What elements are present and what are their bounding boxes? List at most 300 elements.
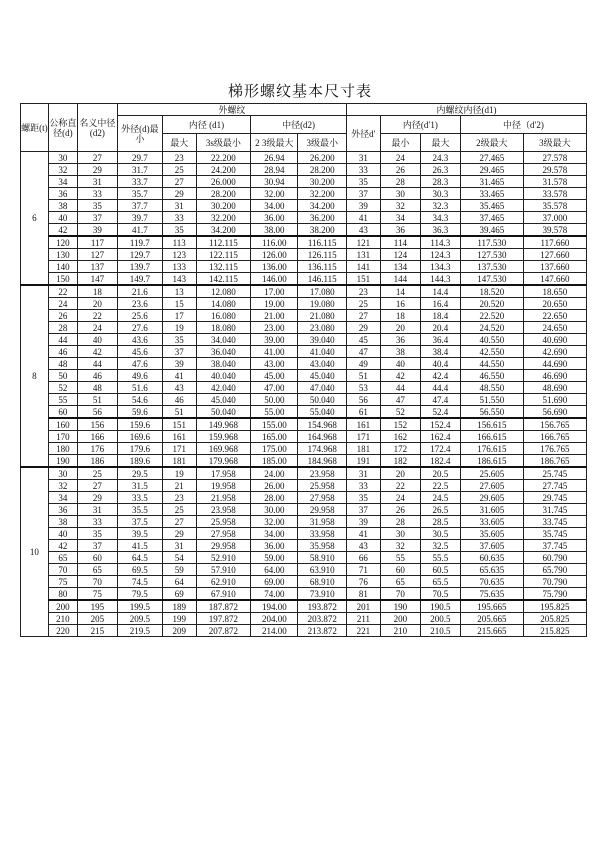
table-cell: 40 — [77, 334, 117, 346]
table-cell: 31.578 — [523, 176, 586, 188]
table-cell: 134 — [380, 261, 420, 273]
table-cell: 22 — [380, 480, 420, 492]
table-cell: 38 — [48, 200, 77, 212]
table-cell: 37 — [346, 504, 380, 516]
table-cell: 23.00 — [251, 322, 298, 334]
table-cell: 36 — [380, 334, 420, 346]
table-cell: 36 — [48, 504, 77, 516]
table-row — [21, 310, 587, 322]
table-cell: 36.00 — [251, 212, 298, 224]
table-cell: 26.00 — [251, 480, 298, 492]
table-cell: 56 — [346, 394, 380, 406]
table-cell: 149.968 — [196, 418, 251, 431]
table-cell: 30.3 — [420, 188, 460, 200]
table-cell: 70.635 — [460, 576, 523, 588]
table-cell: 38.00 — [251, 224, 298, 237]
table-cell: 24.00 — [251, 467, 298, 480]
table-cell: 170 — [48, 431, 77, 443]
table-row — [21, 467, 587, 480]
table-row — [21, 564, 587, 576]
table-cell: 81 — [346, 588, 380, 601]
table-cell: 65 — [77, 564, 117, 576]
table-cell: 174.968 — [298, 443, 347, 455]
header-nominal-mid-diameter: 名义中径(d2) — [77, 104, 117, 152]
table-cell: 40 — [380, 358, 420, 370]
table-cell: 43.6 — [117, 334, 162, 346]
table-cell: 24.520 — [460, 322, 523, 334]
table-cell: 131 — [346, 249, 380, 261]
header-mid-diameter: 中径(d2) — [251, 116, 347, 134]
table-row — [21, 576, 587, 588]
table-cell: 39.465 — [460, 224, 523, 237]
table-cell: 33.5 — [117, 492, 162, 504]
table-cell: 37.7 — [117, 200, 162, 212]
table-cell: 30 — [380, 528, 420, 540]
table-cell: 27 — [162, 176, 196, 188]
table-cell: 116.115 — [298, 236, 347, 249]
pitch-group-label: 8 — [21, 285, 49, 467]
table-cell: 204.00 — [251, 613, 298, 625]
table-cell: 40 — [48, 528, 77, 540]
table-cell: 27.6 — [117, 322, 162, 334]
table-cell: 69.00 — [251, 576, 298, 588]
table-cell: 214.00 — [251, 625, 298, 637]
header-pitch: 螺距(t) — [21, 104, 49, 152]
table-row — [21, 188, 587, 200]
table-cell: 51 — [77, 394, 117, 406]
table-cell: 164.968 — [298, 431, 347, 443]
table-cell: 20 — [77, 298, 117, 310]
table-cell: 20.650 — [523, 298, 586, 310]
table-cell: 32.5 — [420, 540, 460, 552]
table-cell: 41.040 — [298, 346, 347, 358]
table-cell: 36.200 — [298, 212, 347, 224]
table-cell: 25 — [162, 164, 196, 176]
table-cell: 42.4 — [420, 370, 460, 382]
table-cell: 30 — [48, 152, 77, 164]
table-cell: 46 — [162, 394, 196, 406]
table-cell: 209.5 — [117, 613, 162, 625]
table-cell: 190 — [48, 455, 77, 468]
table-cell: 17.080 — [298, 285, 347, 298]
table-row — [21, 492, 587, 504]
table-cell: 195.665 — [460, 600, 523, 613]
table-cell: 54.6 — [117, 394, 162, 406]
table-cell: 64 — [162, 576, 196, 588]
table-cell: 12.080 — [196, 285, 251, 298]
table-cell: 55 — [48, 394, 77, 406]
table-cell: 51.690 — [523, 394, 586, 406]
header-outer-d-prime: 外径d′ — [346, 116, 380, 152]
table-cell: 26.5 — [420, 504, 460, 516]
table-cell: 39.578 — [523, 224, 586, 237]
table-cell: 31.465 — [460, 176, 523, 188]
table-cell: 209 — [162, 625, 196, 637]
table-cell: 154.968 — [298, 418, 347, 431]
table-cell: 47.040 — [298, 382, 347, 394]
table-cell: 32.00 — [251, 188, 298, 200]
table-cell: 35.578 — [523, 200, 586, 212]
table-row — [21, 431, 587, 443]
table-cell: 121 — [346, 236, 380, 249]
table-cell: 31 — [77, 176, 117, 188]
table-cell: 31 — [162, 540, 196, 552]
table-cell: 60.635 — [460, 552, 523, 564]
table-cell: 70.790 — [523, 576, 586, 588]
table-cell: 126.00 — [251, 249, 298, 261]
header-3-min: 3级最小 — [298, 134, 347, 152]
table-cell: 69.5 — [117, 564, 162, 576]
table-row — [21, 212, 587, 224]
table-cell: 41.7 — [117, 224, 162, 237]
table-cell: 40 — [48, 212, 77, 224]
table-cell: 21.080 — [298, 310, 347, 322]
table-cell: 29 — [162, 188, 196, 200]
table-cell: 172 — [380, 443, 420, 455]
table-cell: 18.650 — [523, 285, 586, 298]
table-cell: 34.040 — [196, 334, 251, 346]
table-cell: 221 — [346, 625, 380, 637]
table-cell: 184.968 — [298, 455, 347, 468]
table-cell: 182.4 — [420, 455, 460, 468]
table-cell: 151 — [162, 418, 196, 431]
table-cell: 152 — [380, 418, 420, 431]
table-cell: 60.790 — [523, 552, 586, 564]
table-cell: 26.000 — [196, 176, 251, 188]
table-cell: 16.4 — [420, 298, 460, 310]
table-cell: 30 — [48, 467, 77, 480]
table-cell: 143 — [162, 273, 196, 286]
table-cell: 34 — [380, 212, 420, 224]
table-cell: 29 — [77, 164, 117, 176]
table-row — [21, 455, 587, 468]
table-cell: 20.520 — [460, 298, 523, 310]
table-cell: 27.578 — [523, 152, 586, 164]
table-cell: 43 — [346, 540, 380, 552]
header-max-2: 最大 — [420, 134, 460, 152]
table-cell: 27 — [77, 152, 117, 164]
table-cell: 55.5 — [420, 552, 460, 564]
table-cell: 34.200 — [298, 200, 347, 212]
table-cell: 14.080 — [196, 298, 251, 310]
table-cell: 23.6 — [117, 298, 162, 310]
table-row — [21, 273, 587, 286]
table-cell: 41.5 — [117, 540, 162, 552]
table-cell: 60.5 — [420, 564, 460, 576]
table-cell: 24 — [48, 298, 77, 310]
table-cell: 220 — [48, 625, 77, 637]
table-cell: 211 — [346, 613, 380, 625]
table-cell: 136.00 — [251, 261, 298, 273]
table-cell: 28 — [380, 176, 420, 188]
table-cell: 55.040 — [298, 406, 347, 419]
table-cell: 29 — [346, 322, 380, 334]
table-cell: 149.7 — [117, 273, 162, 286]
table-cell: 187.872 — [196, 600, 251, 613]
table-cell: 38.200 — [298, 224, 347, 237]
table-row — [21, 394, 587, 406]
table-cell: 124.3 — [420, 249, 460, 261]
table-cell: 42.040 — [196, 382, 251, 394]
table-cell: 51 — [346, 370, 380, 382]
table-cell: 42 — [77, 346, 117, 358]
table-cell: 43.00 — [251, 358, 298, 370]
table-cell: 37.745 — [523, 540, 586, 552]
table-cell: 75 — [77, 588, 117, 601]
table-cell: 56.690 — [523, 406, 586, 419]
table-row — [21, 200, 587, 212]
table-cell: 56.550 — [460, 406, 523, 419]
table-cell: 37 — [346, 188, 380, 200]
table-cell: 194.00 — [251, 600, 298, 613]
table-cell: 35.605 — [460, 528, 523, 540]
table-cell: 70 — [77, 576, 117, 588]
table-cell: 52.910 — [196, 552, 251, 564]
table-cell: 28 — [380, 516, 420, 528]
table-cell: 195.825 — [523, 600, 586, 613]
table-cell: 181 — [162, 455, 196, 468]
table-cell: 57.910 — [196, 564, 251, 576]
table-cell: 166.615 — [460, 431, 523, 443]
table-cell: 29.958 — [196, 540, 251, 552]
table-row — [21, 249, 587, 261]
table-row — [21, 418, 587, 431]
table-cell: 33.578 — [523, 188, 586, 200]
table-cell: 20 — [380, 322, 420, 334]
table-cell: 30.200 — [298, 176, 347, 188]
table-cell: 41 — [346, 528, 380, 540]
table-cell: 28.3 — [420, 176, 460, 188]
pitch-group-label: 10 — [21, 467, 49, 637]
table-row — [21, 504, 587, 516]
table-row — [21, 382, 587, 394]
table-cell: 39.7 — [117, 212, 162, 224]
table-cell: 124 — [380, 249, 420, 261]
table-row — [21, 588, 587, 601]
table-cell: 159.968 — [196, 431, 251, 443]
table-cell: 161 — [346, 418, 380, 431]
header-3-max: 3级最大 — [523, 134, 586, 152]
table-cell: 65.635 — [460, 564, 523, 576]
table-cell: 199 — [162, 613, 196, 625]
table-cell: 76 — [346, 576, 380, 588]
table-cell: 46 — [77, 370, 117, 382]
table-cell: 23.958 — [196, 504, 251, 516]
table-cell: 132.115 — [196, 261, 251, 273]
thread-table — [20, 103, 587, 637]
table-cell: 169.968 — [196, 443, 251, 455]
table-cell: 27.958 — [196, 528, 251, 540]
table-cell: 130 — [48, 249, 77, 261]
header-outer-diameter-min: 外径(d)最小 — [117, 116, 162, 152]
table-cell: 17.00 — [251, 285, 298, 298]
table-cell: 28.5 — [420, 516, 460, 528]
table-cell: 29.7 — [117, 152, 162, 164]
header-inner-thread: 内螺纹内径(d1) — [346, 104, 586, 116]
table-cell: 210 — [380, 625, 420, 637]
table-cell: 25 — [77, 467, 117, 480]
pitch-group-label: 6 — [21, 152, 49, 286]
table-cell: 33 — [346, 164, 380, 176]
header-2-max: 2级最大 — [460, 134, 523, 152]
table-cell: 37 — [77, 212, 117, 224]
table-cell: 16 — [380, 298, 420, 310]
table-cell: 43 — [346, 224, 380, 237]
table-cell: 70 — [380, 588, 420, 601]
table-cell: 36.040 — [196, 346, 251, 358]
table-cell: 33 — [346, 480, 380, 492]
table-cell: 34 — [48, 176, 77, 188]
table-cell: 31 — [346, 467, 380, 480]
table-cell: 175.00 — [251, 443, 298, 455]
table-cell: 38 — [380, 346, 420, 358]
table-cell: 20.4 — [420, 322, 460, 334]
table-cell: 21.6 — [117, 285, 162, 298]
table-cell: 19 — [162, 322, 196, 334]
table-cell: 26 — [48, 310, 77, 322]
table-cell: 40.040 — [196, 370, 251, 382]
table-cell: 44.550 — [460, 358, 523, 370]
table-cell: 36.00 — [251, 540, 298, 552]
table-cell: 33.605 — [460, 516, 523, 528]
table-cell: 53 — [346, 382, 380, 394]
header-inner-d1-prime: 内径(d′1) — [380, 116, 460, 134]
table-cell: 127.660 — [523, 249, 586, 261]
table-row — [21, 346, 587, 358]
table-cell: 30 — [380, 188, 420, 200]
table-cell: 42.690 — [523, 346, 586, 358]
table-cell: 34.3 — [420, 212, 460, 224]
table-cell: 21 — [162, 480, 196, 492]
table-cell: 205.825 — [523, 613, 586, 625]
table-cell: 197.872 — [196, 613, 251, 625]
table-cell: 18 — [77, 285, 117, 298]
table-cell: 117.530 — [460, 236, 523, 249]
table-row — [21, 406, 587, 419]
table-cell: 50.040 — [298, 394, 347, 406]
table-cell: 28.94 — [251, 164, 298, 176]
table-cell: 34.00 — [251, 200, 298, 212]
header-max: 最大 — [162, 134, 196, 152]
table-row — [21, 224, 587, 237]
table-cell: 59 — [162, 564, 196, 576]
table-cell: 127 — [77, 249, 117, 261]
table-cell: 213.872 — [298, 625, 347, 637]
table-cell: 142.115 — [196, 273, 251, 286]
table-cell: 31 — [346, 152, 380, 164]
table-cell: 25.6 — [117, 310, 162, 322]
table-cell: 70 — [48, 564, 77, 576]
table-cell: 39.5 — [117, 528, 162, 540]
table-cell: 49.6 — [117, 370, 162, 382]
table-cell: 64.5 — [117, 552, 162, 564]
table-cell: 116.00 — [251, 236, 298, 249]
table-cell: 22.5 — [420, 480, 460, 492]
table-cell: 137 — [77, 261, 117, 273]
table-cell: 23 — [162, 492, 196, 504]
table-cell: 169.6 — [117, 431, 162, 443]
table-cell: 136.115 — [298, 261, 347, 273]
table-cell: 33 — [77, 188, 117, 200]
table-cell: 176.615 — [460, 443, 523, 455]
table-cell: 201 — [346, 600, 380, 613]
table-cell: 119.7 — [117, 236, 162, 249]
table-cell: 58.910 — [298, 552, 347, 564]
table-cell: 32 — [48, 480, 77, 492]
table-cell: 199.5 — [117, 600, 162, 613]
table-cell: 117 — [77, 236, 117, 249]
table-cell: 48.690 — [523, 382, 586, 394]
table-cell: 147 — [77, 273, 117, 286]
table-cell: 181 — [346, 443, 380, 455]
table-cell: 27 — [77, 480, 117, 492]
table-cell: 28.00 — [251, 492, 298, 504]
table-cell: 186 — [77, 455, 117, 468]
table-cell: 25.958 — [196, 516, 251, 528]
table-row — [21, 625, 587, 637]
table-cell: 48.550 — [460, 382, 523, 394]
table-cell: 35 — [162, 224, 196, 237]
table-cell: 46.690 — [523, 370, 586, 382]
table-cell: 31.745 — [523, 504, 586, 516]
table-cell: 39 — [162, 358, 196, 370]
table-cell: 47 — [346, 346, 380, 358]
table-cell: 32.00 — [251, 516, 298, 528]
table-cell: 112.115 — [196, 236, 251, 249]
table-cell: 195 — [77, 600, 117, 613]
table-cell: 165.00 — [251, 431, 298, 443]
table-cell: 38.040 — [196, 358, 251, 370]
table-cell: 200 — [380, 613, 420, 625]
table-cell: 32.3 — [420, 200, 460, 212]
table-cell: 35 — [162, 334, 196, 346]
table-cell: 50 — [48, 370, 77, 382]
table-cell: 19.00 — [251, 298, 298, 310]
table-cell: 48 — [48, 358, 77, 370]
table-cell: 114 — [380, 236, 420, 249]
table-cell: 42.550 — [460, 346, 523, 358]
table-cell: 200 — [48, 600, 77, 613]
table-cell: 179.968 — [196, 455, 251, 468]
table-cell: 41 — [346, 212, 380, 224]
table-cell: 22 — [48, 285, 77, 298]
table-cell: 32 — [380, 200, 420, 212]
table-cell: 42 — [380, 370, 420, 382]
table-cell: 67.910 — [196, 588, 251, 601]
table-cell: 210.5 — [420, 625, 460, 637]
table-cell: 22.650 — [523, 310, 586, 322]
table-cell: 55 — [380, 552, 420, 564]
table-cell: 191 — [346, 455, 380, 468]
table-cell: 186.615 — [460, 455, 523, 468]
table-cell: 44 — [48, 334, 77, 346]
table-cell: 24.5 — [420, 492, 460, 504]
table-cell: 22 — [77, 310, 117, 322]
table-cell: 25.958 — [298, 480, 347, 492]
table-cell: 51.6 — [117, 382, 162, 394]
table-row — [21, 443, 587, 455]
table-cell: 65 — [48, 552, 77, 564]
table-cell: 25.745 — [523, 467, 586, 480]
table-cell: 219.5 — [117, 625, 162, 637]
table-cell: 40.550 — [460, 334, 523, 346]
table-cell: 17 — [162, 310, 196, 322]
table-cell: 28.200 — [196, 188, 251, 200]
table-cell: 27.745 — [523, 480, 586, 492]
table-cell: 31 — [162, 200, 196, 212]
table-cell: 134.3 — [420, 261, 460, 273]
table-cell: 24 — [77, 322, 117, 334]
